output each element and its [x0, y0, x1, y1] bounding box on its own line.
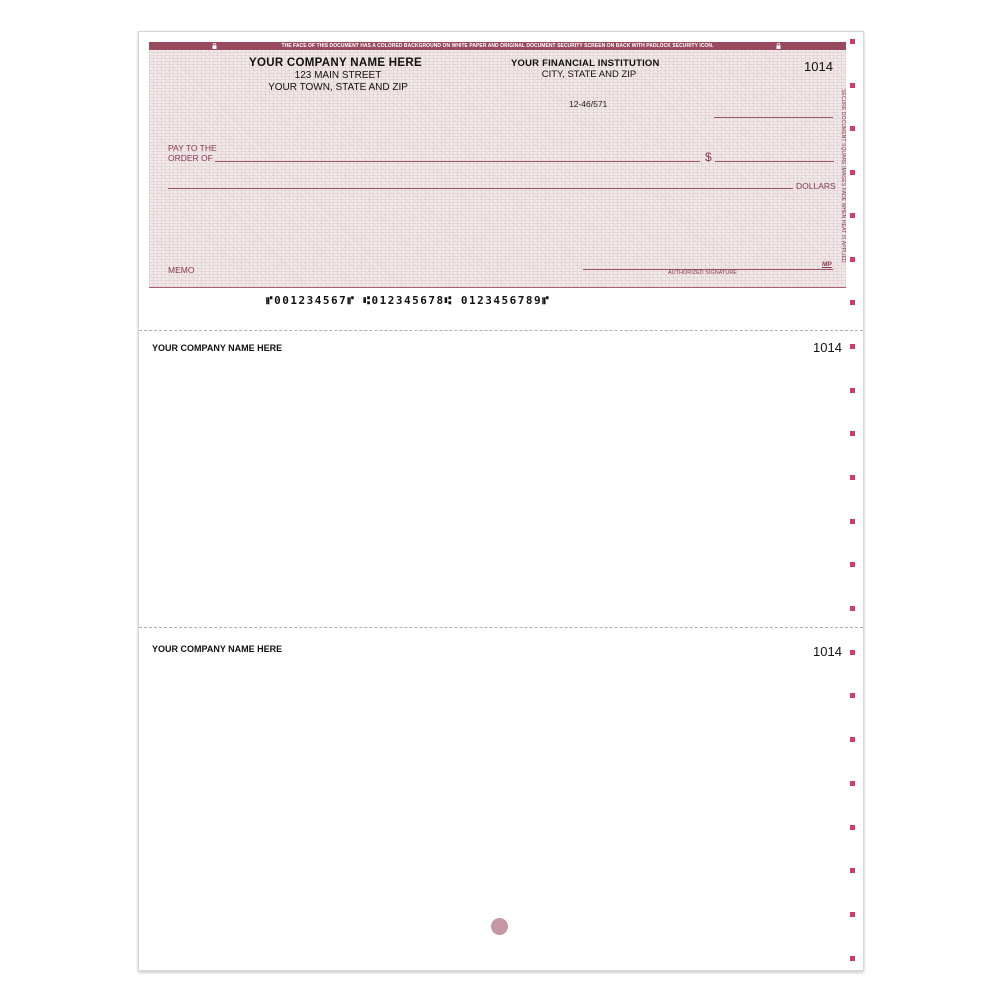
written-amount-line — [168, 188, 793, 189]
pin-feed-mark — [850, 693, 855, 698]
pin-feed-mark — [850, 388, 855, 393]
dollar-sign: $ — [705, 150, 712, 164]
padlock-icon — [212, 43, 217, 49]
padlock-icon — [776, 43, 781, 49]
pin-feed-mark — [850, 650, 855, 655]
pin-feed-mark — [850, 737, 855, 742]
security-banner — [149, 42, 846, 50]
company-address-line2: YOUR TOWN, STATE AND ZIP — [268, 82, 408, 93]
pin-feed-mark — [850, 562, 855, 567]
mp-mark: MP — [822, 261, 832, 268]
security-banner-text: THE FACE OF THIS DOCUMENT HAS A COLORED BACKGROUND ON WHITE PAPER AND ORIGINAL DOCUMENT SECURITY SCREEN ON BACK WITH PADLOCK SECURITY ICON. — [281, 43, 714, 49]
check-sheet — [138, 31, 864, 971]
stub1-check-number: 1014 — [813, 340, 842, 355]
date-line — [714, 117, 833, 118]
pin-feed-mark — [850, 39, 855, 44]
pin-feed-mark — [850, 83, 855, 88]
amount-line — [715, 161, 834, 162]
pin-feed-mark — [850, 912, 855, 917]
pin-feed-mark — [850, 257, 855, 262]
signature-label: AUTHORIZED SIGNATURE — [668, 270, 737, 276]
pin-feed-mark — [850, 344, 855, 349]
pin-feed-mark — [850, 431, 855, 436]
stub1-company-name: YOUR COMPANY NAME HERE — [152, 343, 283, 353]
pin-feed-mark — [850, 956, 855, 961]
punch-hole — [491, 918, 508, 935]
company-name: YOUR COMPANY NAME HERE — [249, 57, 422, 69]
pin-feed-mark — [850, 475, 855, 480]
pin-feed-mark — [850, 825, 855, 830]
perforation-line — [139, 330, 863, 331]
pin-feed-mark — [850, 300, 855, 305]
side-security-text: SECURE DOCUMENT SQUARE IMAGES FADE WHEN HEAT IS APPLIED — [840, 89, 846, 263]
perforation-line — [139, 627, 863, 628]
pin-feed-mark — [850, 126, 855, 131]
pin-feed-mark — [850, 868, 855, 873]
pin-feed-mark — [850, 213, 855, 218]
micr-line: ⑈001234567⑈ ⑆012345678⑆ 0123456789⑈ — [266, 294, 551, 307]
dollars-label: DOLLARS — [796, 181, 836, 191]
routing-fraction: 12-46/571 — [569, 99, 608, 109]
pin-feed-mark — [850, 170, 855, 175]
memo-label: MEMO — [168, 265, 195, 275]
check-number: 1014 — [804, 59, 833, 74]
pay-to-label-line1: PAY TO THE — [168, 143, 217, 153]
pin-feed-mark — [850, 781, 855, 786]
pay-to-label-line2: ORDER OF — [168, 153, 213, 163]
check-face — [149, 42, 846, 288]
payee-line — [215, 161, 700, 162]
stub2-company-name: YOUR COMPANY NAME HERE — [152, 644, 283, 654]
pin-feed-mark — [850, 606, 855, 611]
pin-feed-mark — [850, 519, 855, 524]
company-address-line1: 123 MAIN STREET — [294, 70, 382, 81]
bank-address: CITY, STATE AND ZIP — [541, 69, 637, 80]
bank-name: YOUR FINANCIAL INSTITUTION — [511, 58, 660, 69]
stub2-check-number: 1014 — [813, 644, 842, 659]
